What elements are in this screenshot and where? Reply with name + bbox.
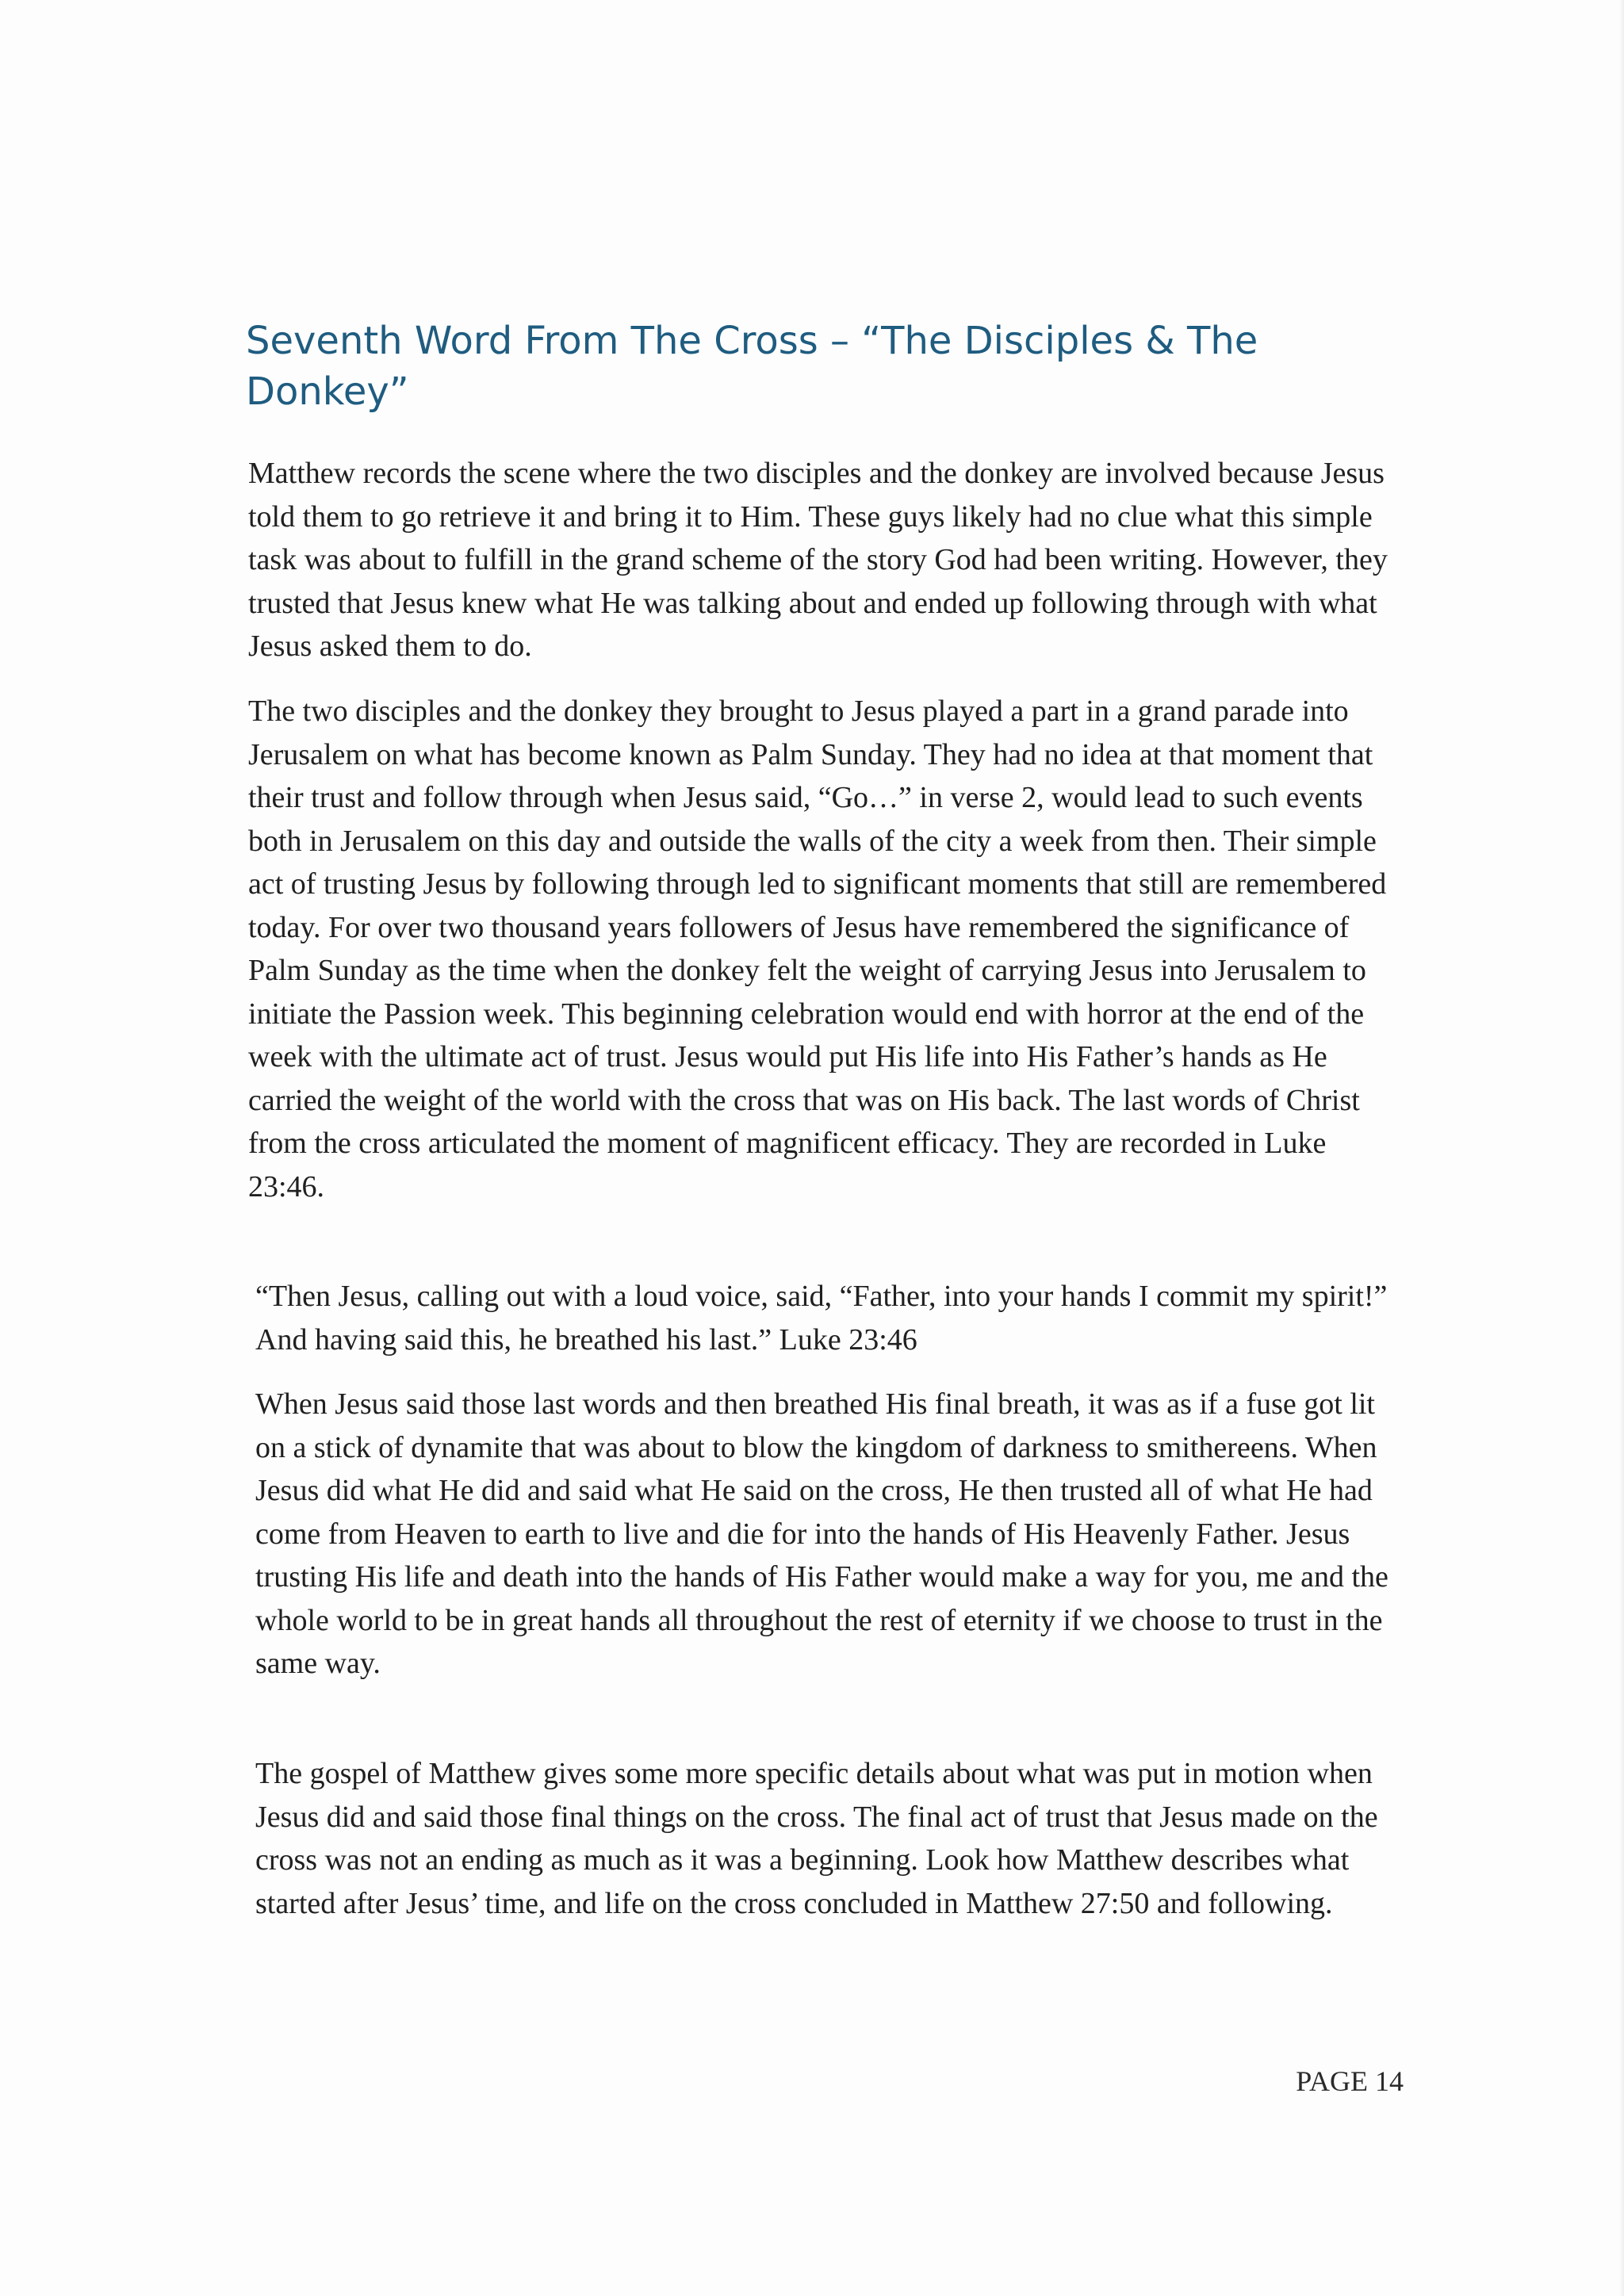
- paragraph-1: Matthew records the scene where the two disciples and the donkey are involved because Jesus told them to go retrieve it and bring it to Him. These guys likely had no clue what this simple task was about to fulfill in the grand scheme of the story God had been writing. However, they trusted that Jesus knew what He was talking about and ended up following through with what Jesus asked them to do.: [248, 457, 1388, 663]
- scripture-quote: “Then Jesus, calling out with a loud voice, said, “Father, into your hands I commit my spirit!” And having said this, he breathed his last.” Luke 23:46: [255, 1280, 1388, 1357]
- paragraph-2: The two disciples and the donkey they brought to Jesus played a part in a grand parade into Jerusalem on what has become known as Palm Sunday. They had no idea at that moment that their trust and follow through when Jesus said, “Go…” in verse 2, would lead to such events both in Jerusalem on this day and outside the walls of the city a week from then. Their simple act of trusting Jesus by following through led to significant moments that still are remembered today. For over two thousand years followers of Jesus have remembered the significance of Palm Sunday as the time when the donkey felt the weight of carrying Jesus into Jerusalem to initiate the Passion week. This beginning celebration would end with horror at the end of the week with the ultimate act of trust. Jesus would put His life into His Father’s hands as He carried the weight of the world with the cross that was on His back. The last words of Christ from the cross articulated the moment of magnificent efficacy. They are recorded in Luke 23:46.: [248, 695, 1387, 1203]
- paragraph-5: The gospel of Matthew gives some more specific details about what was put in motion when Jesus did and said those final things on the cross. The final act of trust that Jesus made on the cross was not an ending as much as it was a beginning. Look how Matthew describes what started after Jesus’ time, and life on the cross concluded in Matthew 27:50 and following.: [255, 1757, 1378, 1920]
- section-title: Seventh Word From The Cross – “The Disciples & The Donkey”: [246, 319, 1258, 414]
- page-number: PAGE 14: [1296, 2065, 1404, 2097]
- scan-edge-shadow: [1619, 0, 1624, 2296]
- paragraph-4: When Jesus said those last words and then breathed His final breath, it was as if a fuse got lit on a stick of dynamite that was about to blow the kingdom of darkness to smithereens. When Jesus did what He did and said what He said on the cross, He then trusted all of what He had come from Heaven to earth to live and die for into the hands of His Heavenly Father. Jesus trusting His life and death into the hands of His Father would make a way for you, me and the whole world to be in great hands all throughout the rest of eternity if we choose to trust in the same way.: [255, 1387, 1388, 1680]
